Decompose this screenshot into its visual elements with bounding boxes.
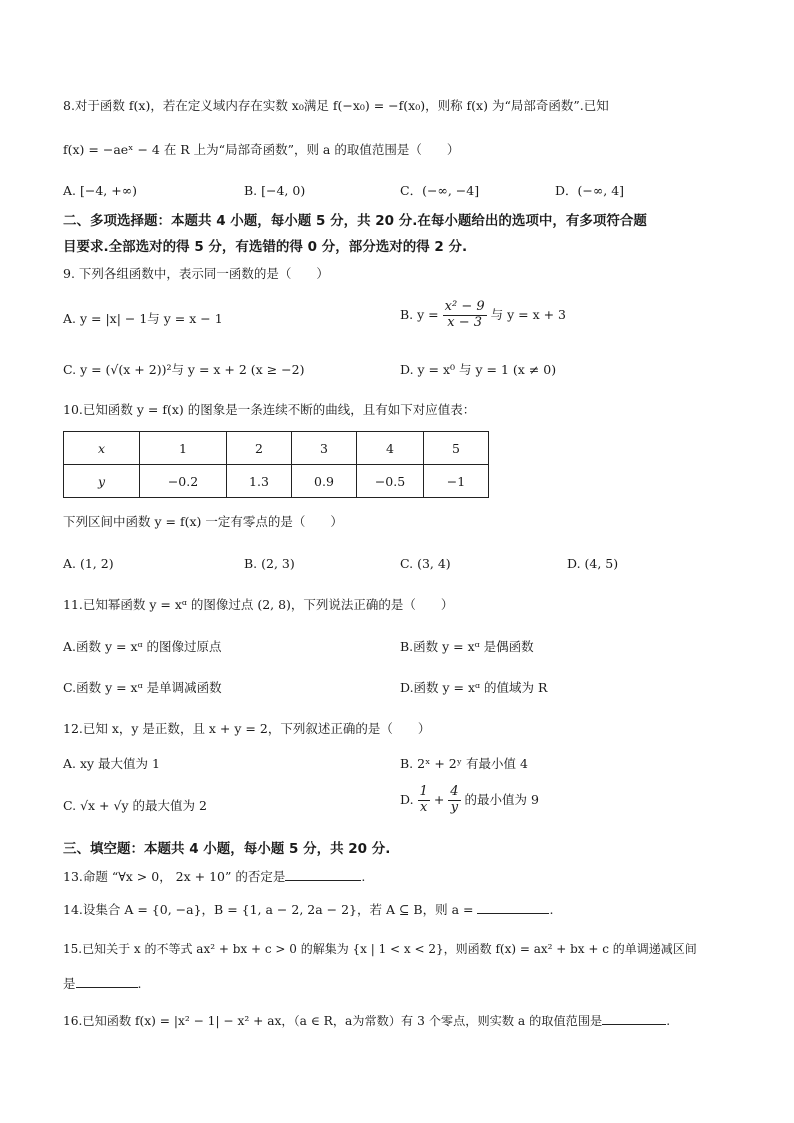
section2-header-line1: 二、多项选择题：本题共 4 小题，每小题 5 分，共 20 分.在每小题给出的选项中，有多项符合题 <box>63 213 647 229</box>
q11-option-c: C.函数 y = xᵅ 是单调减函数 <box>63 680 222 695</box>
q8-option-b: B. [−4, 0) <box>244 183 306 198</box>
q8-line1: 8.对于函数 f(x)，若在定义域内存在实数 x₀满足 f(−x₀) = −f(x₀)，则称 f(x) 为“局部奇函数”.已知 <box>63 98 609 113</box>
q12-d-prefix: D. <box>400 791 414 807</box>
q15-line2-text: 是 <box>63 976 76 991</box>
table-cell: 3 <box>292 432 357 465</box>
q15-answer-blank[interactable] <box>76 975 138 988</box>
q13-line <box>63 868 365 884</box>
table-cell: 2 <box>227 432 292 465</box>
table-row-y <box>64 465 489 498</box>
q12-d-fraction-1 <box>418 785 430 816</box>
q13-end: . <box>361 869 366 884</box>
q12-option-d <box>400 785 539 816</box>
q14-text: 14.设集合 A = {0, −a}，B = {1, a − 2, 2a − 2}，若 A ⊆ B，则 a = <box>63 902 474 917</box>
section2-header-line2: 目要求.全部选对的得 5 分，有选错的得 0 分，部分选对的得 2 分. <box>63 239 468 255</box>
q12-d-f2-numerator: 4 <box>450 784 459 799</box>
q9-b-suffix: 与 y = x + 3 <box>490 306 566 322</box>
q11-option-b: B.函数 y = xᵅ 是偶函数 <box>400 639 534 654</box>
q12-stem: 12.已知 x，y 是正数，且 x + y = 2，下列叙述正确的是（ ） <box>63 721 431 736</box>
q12-option-a: A. xy 最大值为 1 <box>63 756 160 771</box>
q12-d-plus: + <box>433 791 445 807</box>
q9-b-denominator: x − 3 <box>447 314 483 330</box>
q12-option-c: C. √x + √y 的最大值为 2 <box>63 798 207 813</box>
q15-line2 <box>63 975 142 991</box>
q11-stem: 11.已知幂函数 y = xᵅ 的图像过点 (2, 8)，下列说法正确的是（ ） <box>63 597 454 612</box>
q10-sub: 下列区间中函数 y = f(x) 一定有零点的是（ ） <box>63 514 343 529</box>
table-cell: 1 <box>140 432 227 465</box>
q12-d-f1-denominator: x <box>420 799 428 815</box>
q13-answer-blank[interactable] <box>285 868 361 881</box>
q12-d-f2-denominator: y <box>450 799 459 815</box>
q10-value-table <box>63 431 489 498</box>
q9-option-d: D. y = x⁰ 与 y = 1 (x ≠ 0) <box>400 362 557 377</box>
q13-text: 13.命题 “∀x > 0， 2x + 10” 的否定是 <box>63 869 286 884</box>
q10-option-d: D. (4, 5) <box>567 556 619 571</box>
table-cell-x-label: x <box>64 432 140 465</box>
q9-option-b <box>400 300 566 331</box>
q8-line2: f(x) = −aeˣ − 4 在 R 上为“局部奇函数”，则 a 的取值范围是（ ） <box>63 142 460 157</box>
table-row-x <box>64 432 489 465</box>
q14-line <box>63 901 553 917</box>
q9-stem: 9. 下列各组函数中，表示同一函数的是（ ） <box>63 266 329 281</box>
q8-option-a: A. [−4, +∞) <box>63 183 137 198</box>
q8-option-d: D．(−∞, 4] <box>555 183 625 198</box>
q16-text: 16.已知函数 f(x) = |x² − 1| − x² + ax，（a ∈ R，a为常数）有 3 个零点，则实数 a 的取值范围是 <box>63 1014 603 1028</box>
table-cell: −1 <box>424 465 489 498</box>
q16-line <box>63 1012 670 1029</box>
q11-option-a: A.函数 y = xᵅ 的图像过原点 <box>63 639 222 654</box>
table-cell: 0.9 <box>292 465 357 498</box>
q10-option-c: C. (3, 4) <box>400 556 451 571</box>
q14-end: . <box>549 902 554 917</box>
q9-b-fraction <box>443 300 487 331</box>
q12-option-b: B. 2ˣ + 2ʸ 有最小值 4 <box>400 756 528 771</box>
section3-header: 三、填空题：本题共 4 小题，每小题 5 分，共 20 分. <box>63 841 391 857</box>
q12-d-suffix: 的最小值为 9 <box>464 791 539 807</box>
q16-answer-blank[interactable] <box>602 1012 666 1025</box>
q14-answer-blank[interactable] <box>477 901 549 914</box>
q11-option-d: D.函数 y = xᵅ 的值域为 R <box>400 680 548 695</box>
q16-end: . <box>666 1014 671 1028</box>
q9-option-c: C. y = (√(x + 2))²与 y = x + 2 (x ≥ −2) <box>63 362 305 377</box>
q10-option-b: B. (2, 3) <box>244 556 295 571</box>
q15-line1: 15.已知关于 x 的不等式 ax² + bx + c > 0 的解集为 {x | 1 < x < 2}，则函数 f(x) = ax² + bx + c 的单调递减区间 <box>63 942 697 956</box>
q9-b-prefix: B. y = <box>400 306 439 322</box>
q10-stem: 10.已知函数 y = f(x) 的图象是一条连续不断的曲线，且有如下对应值表： <box>63 402 476 417</box>
q15-end: . <box>137 976 142 991</box>
table-cell: 5 <box>424 432 489 465</box>
table-cell-y-label: y <box>64 465 140 498</box>
q9-b-numerator: x² − 9 <box>444 299 485 314</box>
q12-d-fraction-2 <box>448 785 460 816</box>
table-cell: 4 <box>357 432 424 465</box>
table-cell: −0.5 <box>357 465 424 498</box>
table-cell: −0.2 <box>140 465 227 498</box>
q9-option-a: A. y = |x| − 1与 y = x − 1 <box>63 311 223 326</box>
q10-option-a: A. (1, 2) <box>63 556 114 571</box>
q12-d-f1-numerator: 1 <box>419 784 428 799</box>
q8-option-c: C．(−∞, −4] <box>400 183 480 198</box>
table-cell: 1.3 <box>227 465 292 498</box>
